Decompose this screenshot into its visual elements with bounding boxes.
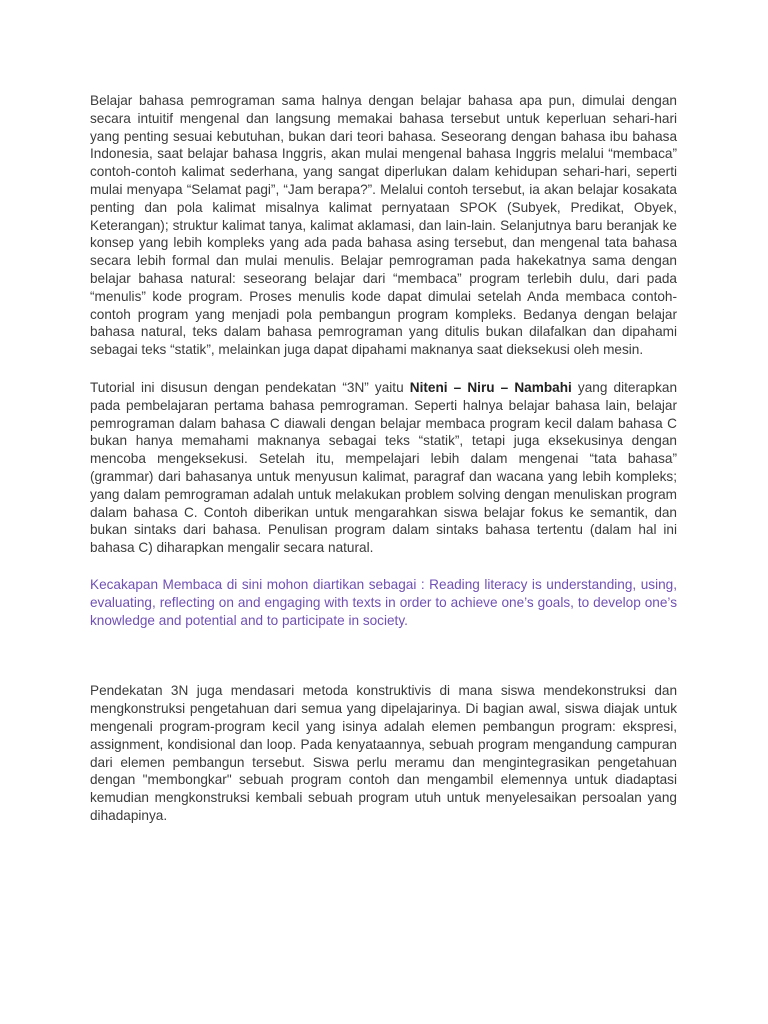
paragraph-constructivist: Pendekatan 3N juga mendasari metoda konstruktivis di mana siswa mendekonstruksi dan mengkonstruksi pengetahuan dari semua yang dipelajarinya. Di bagian awal, siswa diajak untuk mengenali program-program kecil yang isinya adalah elemen pembangun program: ekspresi, assignment, kondisional dan loop. Pada kenyataannya, sebuah program mengandung campuran dari elemen pembangun tersebut. Siswa perlu meramu dan mengintegrasikan pengetahuan dengan "membongkar" sebuah program contoh dan mengambil elemennya untuk diadaptasi kemudian mengkonstruksi kembali sebuah program utuh untuk menyelesaikan persoalan yang dihadapinya.: [90, 683, 677, 823]
paragraph-intro: Belajar bahasa pemrograman sama halnya dengan belajar bahasa apa pun, dimulai dengan secara intuitif mengenal dan langsung memakai bahasa tersebut untuk keperluan sehari-hari yang penting sesuai kebutuhan, bukan dari teori bahasa. Seseorang dengan bahasa ibu bahasa Indonesia, saat belajar bahasa Inggris, akan mulai mengenal bahasa Inggris melalui “membaca” contoh-contoh kalimat sederhana, yang sangat diperlukan dalam kehidupan sehari-hari, seperti mulai menyapa “Selamat pagi”, “Jam berapa?”. Melalui contoh tersebut, ia akan belajar kosakata penting dan pola kalimat misalnya kalimat pernyataan SPOK (Subyek, Predikat, Obyek, Keterangan); struktur kalimat tanya, kalimat aklamasi, dan lain-lain. Selanjutnya baru beranjak ke konsep yang lebih kompleks yang ada pada bahasa asing tersebut, dan mengenal tata bahasa secara lebih formal dan mulai menulis. Belajar pemrograman pada hakekatnya sama dengan belajar bahasa natural: seseorang belajar dari “membaca” program terlebih dulu, dari pada “menulis” kode program. Proses menulis kode dapat dimulai setelah Anda membaca contoh-contoh program yang menjadi pola pembangun program kompleks. Bedanya dengan belajar bahasa natural, teks dalam bahasa pemrograman yang ditulis bukan dilafalkan dan dipahami sebagai teks “statik”, melainkan juga dapat dipahami maknanya saat dieksekusi oleh mesin.: [90, 93, 677, 358]
document-page: [90, 92, 677, 825]
niteni-niru-nambahi-term: Niteni – Niru – Nambahi: [409, 379, 572, 395]
paragraph-3n-lead: Tutorial ini disusun dengan pendekatan “3N” yaitu: [90, 379, 410, 395]
paragraph-3n-approach: [90, 379, 677, 557]
paragraph-3n-rest: yang diterapkan pada pembelajaran pertama bahasa pemrograman. Seperti halnya belajar bahasa lain, belajar pemrograman dalam bahasa C diawali dengan belajar membaca program kecil dalam bahasa C bukan hanya memahami maknanya sebagai teks “statik”, tetapi juga eksekusinya dengan mencoba mengeksekusi. Setelah itu, mempelajari lebih dalam mengenai “tata bahasa” (grammar) dari bahasanya untuk menyusun kalimat, paragraf dan wacana yang lebih kompleks; yang dalam pemrograman adalah untuk melakukan problem solving dengan menuliskan program dalam bahasa C. Contoh diberikan untuk mengarahkan siswa belajar fokus ke semantik, dan bukan sintaks dari bahasa. Penulisan program dalam sintaks bahasa tertentu (dalam hal ini bahasa C) diharapkan mengalir secara natural.: [90, 379, 678, 556]
reading-literacy-note: Kecakapan Membaca di sini mohon diartikan sebagai : Reading literacy is understanding, using, evaluating, reflecting on and engaging with texts in order to achieve one’s goals, to develop one’s knowledge and potential and to participate in society.: [90, 576, 677, 628]
